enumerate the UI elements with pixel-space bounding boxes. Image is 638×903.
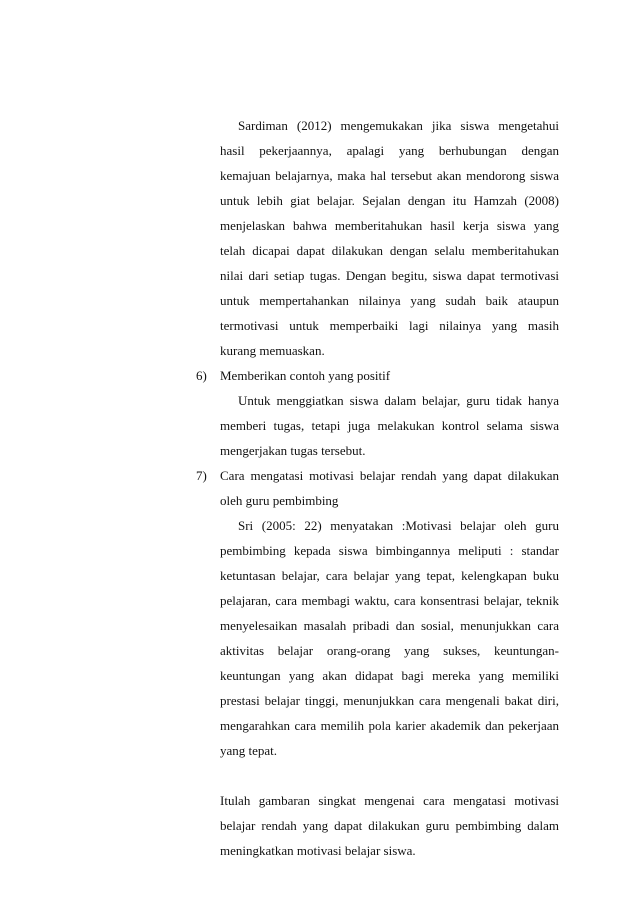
text-line: Itulah gambaran singkat mengenai cara mengatasi motivasi [220,793,559,808]
text-line: pelajaran, cara membagi waktu, cara konsentrasi belajar, teknik [220,593,559,608]
text-line: pembimbing kepada siswa bimbingannya meliputi : standar [220,543,559,558]
text-line: kemajuan belajarnya, maka hal tersebut akan mendorong siswa [220,168,559,183]
text-line: menyelesaikan masalah pribadi dan sosial, menunjukkan cara [220,618,559,633]
text-line: mengerjakan tugas tersebut. [220,443,366,458]
list-item-heading: oleh guru pembimbing [220,493,339,508]
text-line: memberi tugas, tetapi juga melakukan kontrol selama siswa [220,418,559,433]
text-line: hasil pekerjaannya, apalagi yang berhubungan dengan [220,143,559,158]
text-line: kurang memuaskan. [220,343,325,358]
text-line: menjelaskan bahwa memberitahukan hasil kerja siswa yang [220,218,559,233]
text-line: untuk lebih giat belajar. Sejalan dengan itu Hamzah (2008) [220,193,559,208]
text-line: Sardiman (2012) mengemukakan jika siswa mengetahui [238,118,559,133]
text-line: belajar rendah yang dapat dilakukan guru pembimbing dalam [220,818,559,833]
text-line: yang tepat. [220,743,278,758]
list-marker: 7) [196,468,207,483]
text-line: Untuk menggiatkan siswa dalam belajar, guru tidak hanya [238,393,559,408]
text-line: mengarahkan cara memilih pola karier akademik dan pekerjaan [220,718,559,733]
text-line: nilai dari setiap tugas. Dengan begitu, siswa dapat termotivasi [220,268,559,283]
text-line: Sri (2005: 22) menyatakan :Motivasi belajar oleh guru [238,518,559,533]
text-line: meningkatkan motivasi belajar siswa. [220,843,416,858]
text-line: aktivitas belajar orang-orang yang sukses, keuntungan- [220,643,559,658]
list-marker: 6) [196,368,207,383]
text-line: ketuntasan belajar, cara belajar yang tepat, kelengkapan buku [220,568,559,583]
text-line: telah dicapai dapat dilakukan dengan selalu memberitahukan [220,243,559,258]
text-line: termotivasi untuk memperbaiki lagi nilainya yang masih [220,318,559,333]
text-line: prestasi belajar tinggi, menunjukkan cara mengenali bakat diri, [220,693,559,708]
list-item-heading: Cara mengatasi motivasi belajar rendah yang dapat dilakukan [220,468,559,483]
text-line: untuk mempertahankan nilainya yang sudah baik ataupun [220,293,559,308]
list-item-heading: Memberikan contoh yang positif [220,368,391,383]
text-line: keuntungan yang akan didapat bagi mereka yang memiliki [220,668,559,683]
